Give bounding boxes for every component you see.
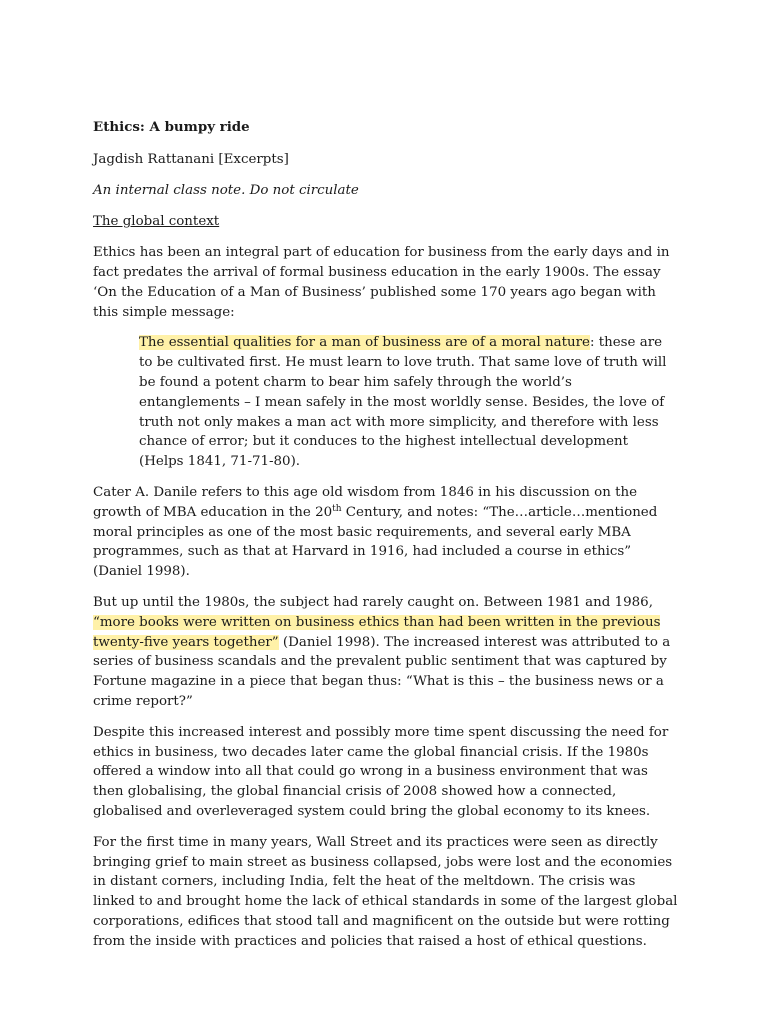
paragraph-2-text-b: Century, and notes: “The…article…mentioned moral principles as one of the most basic requirements, and several early MBA programmes, such as that at Harvard in 1916, had included a course in ethics” (Daniel 1998). bbox=[93, 504, 658, 580]
paragraph-3-highlight: “more books were written on business ethics than had been written in the previous twenty-five years together” bbox=[93, 614, 661, 650]
block-quote bbox=[139, 333, 667, 472]
quote-text: : these are to be cultivated first. He must learn to love truth. That same love of truth will be found a potent charm to bear him safely through the world’s entanglements – I mean safely in the most worldly sense. Besides, the love of truth not only makes a man act with more simplicity, and therefore with less chance of error; but it conduces to the highest intellectual development (Helps 1841, 71-71-80). bbox=[139, 335, 667, 470]
paragraph-3-text-a: But up until the 1980s, the subject had rarely caught on. Between 1981 and 1986, bbox=[93, 594, 653, 610]
paragraph-1: Ethics has been an integral part of education for business from the early days and in fact predates the arrival of formal business education in the early 1900s. The essay ‘On the Education of a Man of Business’ published some 170 years ago began with this simple message: bbox=[93, 245, 670, 320]
superscript-th: th bbox=[332, 503, 342, 514]
paragraph-3 bbox=[93, 593, 678, 712]
internal-note: An internal class note. Do not circulate bbox=[93, 182, 359, 198]
paragraph-5: For the first time in many years, Wall Street and its practices were seen as directly bringing grief to main street as business collapsed, jobs were lost and the economies in distant corners, including India, felt the heat of the meltdown. The crisis was linked to and brought home the lack of ethical standards in some of the largest global corporations, edifices that stood tall and magnificent on the outside but were rotting from the inside with practices and policies that raised a host of ethical questions. bbox=[93, 834, 678, 949]
document-title: Ethics: A bumpy ride bbox=[93, 119, 250, 135]
section-heading: The global context bbox=[93, 214, 220, 230]
quote-highlight: The essential qualities for a man of business are of a moral nature bbox=[139, 335, 590, 351]
paragraph-4: Despite this increased interest and possibly more time spent discussing the need for ethics in business, two decades later came the global financial crisis. If the 1980s offered a window into all that could go wrong in a business environment that was then globalising, the global financial crisis of 2008 showed how a connected, globalised and overleveraged system could bring the global economy to its knees. bbox=[93, 724, 669, 819]
document-page bbox=[93, 118, 678, 962]
paragraph-3-text-b: (Daniel 1998). The increased interest was attributed to a series of business scandals and the prevalent public sentiment that was captured by Fortune magazine in a piece that began thus: “What is this – the business news or a crime report?” bbox=[93, 634, 671, 709]
paragraph-2 bbox=[93, 483, 678, 582]
document-author: Jagdish Rattanani [Excerpts] bbox=[93, 151, 289, 167]
paragraph-2-text-a: Cater A. Danile refers to this age old wisdom from 1846 in his discussion on the growth of MBA education in the 20 bbox=[93, 484, 638, 520]
